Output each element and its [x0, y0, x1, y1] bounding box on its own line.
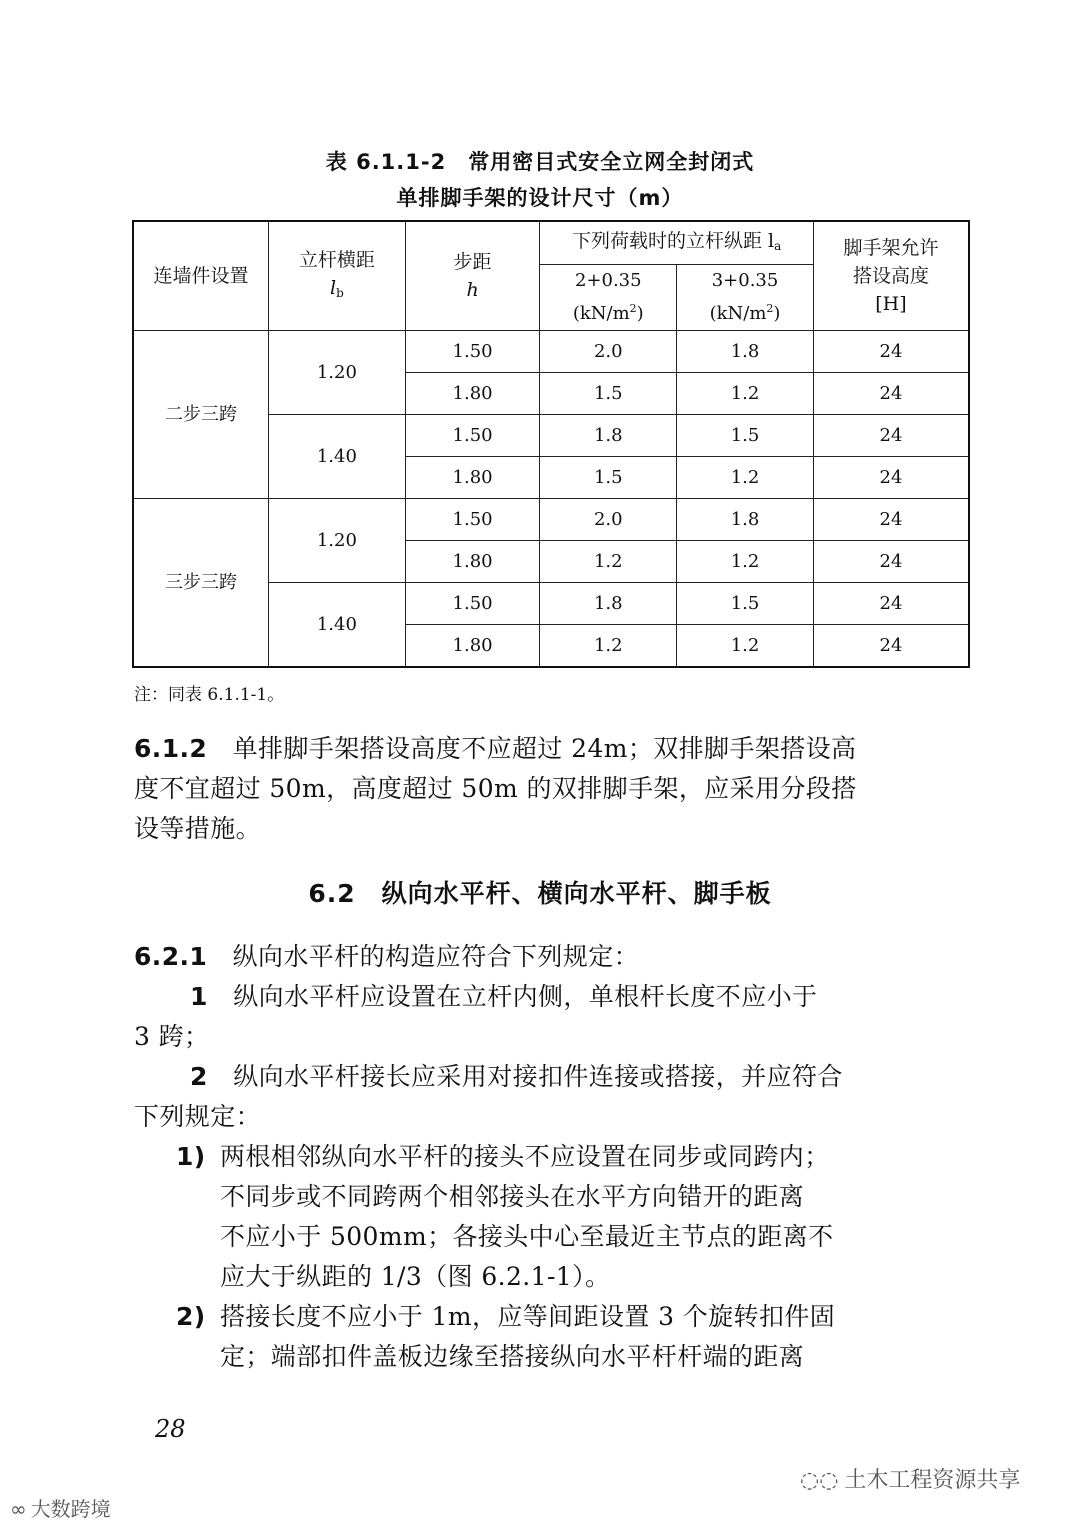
cell-lb: 1.40: [269, 415, 406, 499]
wechat-icon: ◌◌: [800, 1468, 839, 1493]
table-row: [133, 331, 969, 373]
cell-height: 24: [813, 457, 969, 499]
cell-la-load2: 1.8: [677, 499, 814, 541]
table-caption-line1: 表 6.1.1-2 常用密目式安全立网全封闭式: [325, 150, 755, 174]
cell-la-load2: 1.5: [677, 415, 814, 457]
cell-la-load2: 1.8: [677, 331, 814, 373]
watermark-source: ∞ 大数跨境: [10, 1497, 111, 1521]
cell-height: 24: [813, 331, 969, 373]
section-number: 6.2.1: [134, 942, 208, 971]
table-caption-line2: 单排脚手架的设计尺寸（m）: [396, 186, 684, 210]
section-number: 6.1.2: [134, 734, 208, 763]
cell-la-load1: 1.8: [540, 583, 677, 625]
cell-step: 1.80: [405, 457, 540, 499]
cell-step: 1.80: [405, 625, 540, 668]
cell-step: 1.50: [405, 583, 540, 625]
section-6-1-2: 6.1.2 单排脚手架搭设高度不应超过 24m；双排脚手架搭设高 度不宜超过 50m，高度超过 50m 的双排脚手架，应采用分段搭 设等措施。: [134, 734, 857, 843]
cell-connection: 三步三跨: [133, 499, 269, 668]
header-connection: 连墙件设置: [133, 221, 269, 331]
page-number: 28: [155, 1415, 186, 1443]
cell-lb: 1.40: [269, 583, 406, 668]
cell-la-load1: 2.0: [540, 499, 677, 541]
cell-la-load2: 1.2: [677, 457, 814, 499]
cell-la-load1: 1.5: [540, 373, 677, 415]
cell-la-load2: 1.2: [677, 541, 814, 583]
header-la: 下列荷载时的立杆纵距 $l_a$: [540, 221, 814, 265]
cell-la-load1: 1.2: [540, 625, 677, 668]
cell-la-load2: 1.2: [677, 373, 814, 415]
cell-lb: 1.20: [269, 499, 406, 583]
cell-step: 1.80: [405, 373, 540, 415]
cell-step: 1.50: [405, 331, 540, 373]
cell-connection: 二步三跨: [133, 331, 269, 499]
header-load-1: 2+0.35 $(kN/m^2)$: [540, 265, 677, 331]
header-lb: 立杆横距 $l_b$: [269, 221, 406, 331]
cell-step: 1.50: [405, 499, 540, 541]
cell-height: 24: [813, 625, 969, 668]
cell-la-load2: 1.5: [677, 583, 814, 625]
watermark-account: ◌◌ 土木工程资源共享: [800, 1468, 1021, 1493]
cell-height: 24: [813, 499, 969, 541]
header-height: 脚手架允许 搭设高度 [H]: [813, 221, 969, 331]
cell-la-load1: 1.5: [540, 457, 677, 499]
cell-height: 24: [813, 541, 969, 583]
cell-step: 1.50: [405, 415, 540, 457]
cell-la-load1: 1.2: [540, 541, 677, 583]
cell-lb: 1.20: [269, 331, 406, 415]
table-body: [133, 331, 969, 668]
design-size-table: [132, 220, 970, 668]
header-load-2: 3+0.35 $(kN/m^2)$: [677, 265, 814, 331]
cell-height: 24: [813, 415, 969, 457]
cell-la-load1: 1.8: [540, 415, 677, 457]
table-note: 注：同表 6.1.1-1。: [134, 685, 285, 705]
header-step: 步距 h: [405, 221, 540, 331]
table-header-row: [133, 221, 969, 265]
cell-la-load1: 2.0: [540, 331, 677, 373]
table-row: [133, 499, 969, 541]
section-6-2-1: 6.2.1 纵向水平杆的构造应符合下列规定： 1 纵向水平杆应设置在立杆内侧，单根杆长度不应小于 3 跨； 2 纵向水平杆接长应采用对接扣件连接或搭接，并应符合 下列规定： 1) 两根相邻纵向水平杆的接头不应设置在同步或同跨内； 不同步或不同跨两个相邻接头在水平方向错开的距离 不应小于 500mm；各接头中心至最近主节点的距离不 应大于纵距的 1/3（图 6.2.1-1）。 2) 搭接长度不应小于 1m，应等间距设置 3 个旋转扣件固 定；端部扣件盖板边缘至搭接纵向水平杆杆端的距离: [134, 942, 843, 1371]
cell-height: 24: [813, 373, 969, 415]
section-heading-6-2: 6.2 纵向水平杆、横向水平杆、脚手板: [308, 879, 772, 908]
cell-la-load2: 1.2: [677, 625, 814, 668]
cell-height: 24: [813, 583, 969, 625]
cell-step: 1.80: [405, 541, 540, 583]
logo-icon: ∞: [10, 1497, 27, 1521]
